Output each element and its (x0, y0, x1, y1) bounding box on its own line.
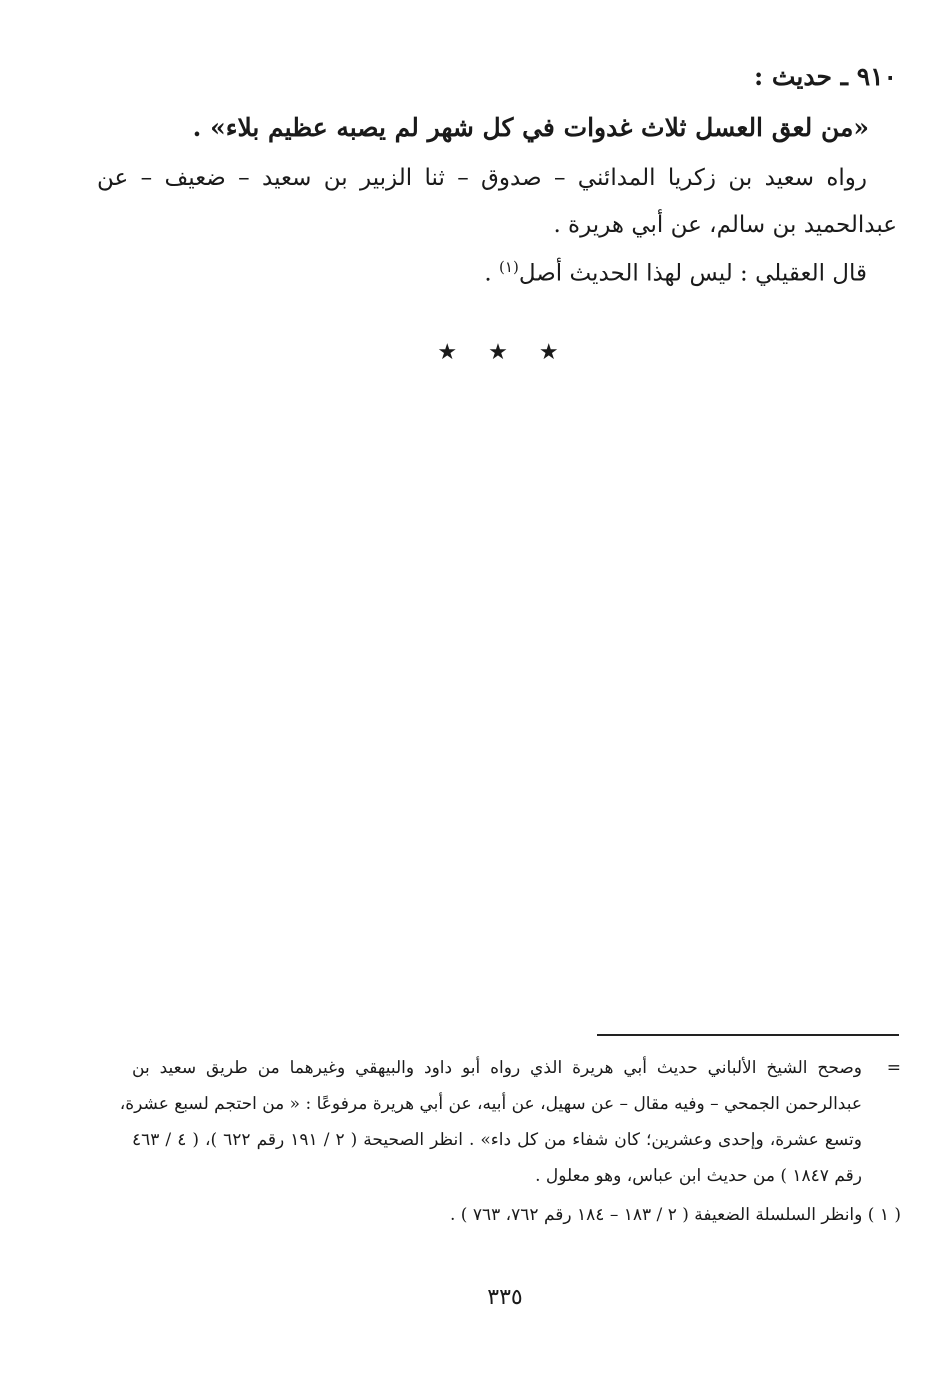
hadith-heading: ٩١٠ ـ حديث : (753, 62, 897, 91)
narration-line-2: عبدالحميد بن سالم، عن أبي هريرة . (553, 212, 897, 238)
footnote-line-1: وصحح الشيخ الألباني حديث أبي هريرة الذي رواه أبو داود والبيهقي وغيرهما من طريق سعيد بن (132, 1058, 862, 1078)
footnote-1: ( ١ ) وانظر السلسلة الضعيفة ( ٢ / ١٨٣ – ١٨٤ رقم ٧٦٢، ٧٦٣ ) . (450, 1205, 901, 1225)
section-separator: ★ ★ ★ (437, 340, 571, 365)
footnote-line-2: عبدالرحمن الجمحي – وفيه مقال – عن سهيل، عن أبيه، عن أبي هريرة مرفوعًا : « من احتجم لسبع عشرة، (119, 1094, 862, 1114)
footnote-rule (597, 1034, 899, 1036)
footnote-line-4: رقم ١٨٤٧ ) من حديث ابن عباس، وهو معلول . (535, 1166, 862, 1186)
footnote-ref: (١) (499, 258, 519, 276)
continuation-mark: = (886, 1058, 901, 1078)
hadith-text: «من لعق العسل ثلاث غدوات في كل شهر لم يصبه عظيم بلاء» . (192, 113, 869, 142)
verdict-line (484, 258, 867, 287)
narration-line-1: رواه سعيد بن زكريا المدائني – صدوق – ثنا الزبير بن سعيد – ضعيف – عن (97, 165, 867, 191)
footnote-line-3: وتسع عشرة، وإحدى وعشرين؛ كان شفاء من كل داء» . انظر الصحيحة ( ٢ / ١٩١ رقم ٦٢٢ )، ( ٤ / ٤٦٣ (132, 1130, 862, 1150)
verdict-end: . (484, 260, 500, 287)
page-number: ٣٣٥ (487, 1285, 523, 1310)
verdict-text: قال العقيلي : ليس لهذا الحديث أصل (518, 260, 867, 287)
